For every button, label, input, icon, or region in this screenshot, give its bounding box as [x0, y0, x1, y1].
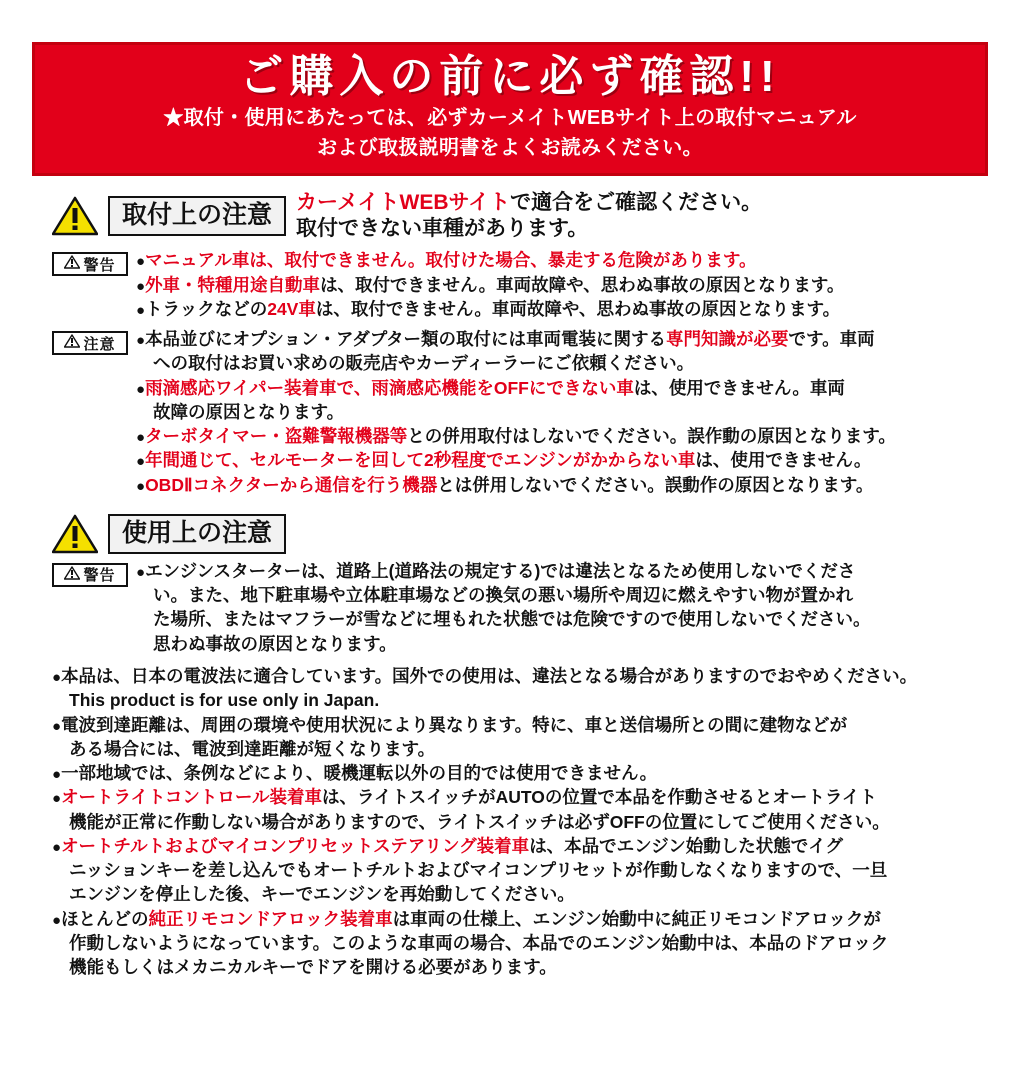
- list-item-continuation: い。また、地下駐車場や立体駐車場などの換気の悪い場所や周辺に燃えやすい物が置かれ: [153, 585, 853, 606]
- warning-list-usage: [128, 560, 1020, 657]
- list-item: [52, 908, 998, 931]
- bullet-icon: ●: [136, 563, 146, 581]
- list-item-text: オートチルトおよびマイコンプリセットステアリング装着車: [61, 835, 530, 856]
- list-item: [52, 786, 998, 809]
- list-item: [136, 474, 1006, 497]
- list-item-text: は、取付できません。車両故障や、思わぬ事故の原因となります。: [315, 298, 841, 319]
- list-item-continuation: エンジンを停止した後、キーでエンジンを再始動してください。: [69, 884, 575, 905]
- list-item-text: 雨滴感応ワイパー装着車で、雨滴感応機能をOFFにできない車: [145, 377, 634, 398]
- list-item-text: 年間通じて、セルモーターを回して2秒程度でエンジンがかからない車: [145, 450, 696, 471]
- list-item-text: は、本品でエンジン始動した状態でイグ: [529, 835, 843, 856]
- mini-warning-triangle-icon-2: [64, 566, 80, 584]
- list-item: [136, 377, 1006, 400]
- list-item-text: ほとんどの: [61, 908, 149, 929]
- usage-notes-list: [52, 665, 1020, 979]
- list-item: [52, 665, 998, 688]
- warning-label-text: 警告: [83, 256, 116, 274]
- bullet-icon: ●: [52, 838, 62, 856]
- list-item: [52, 714, 998, 737]
- bullet-icon: ●: [136, 453, 146, 471]
- warning-label-badge: [52, 252, 128, 276]
- mini-warning-triangle-icon: [64, 255, 80, 273]
- bullet-icon: ●: [136, 253, 146, 271]
- list-item-text: OBDⅡコネクターから通信を行う機器: [145, 474, 438, 495]
- caution-label-text: 注意: [83, 335, 116, 353]
- bullet-icon: ●: [52, 668, 62, 686]
- bullet-icon: ●: [136, 301, 146, 319]
- list-item-text: ターボタイマー・盗難警報機器等: [145, 426, 408, 447]
- list-item-text: 外車・特種用途自動車: [145, 274, 321, 295]
- warning-list-installation: [128, 249, 1020, 322]
- banner-title: ご購入の前に必ず確認!!: [239, 52, 781, 101]
- bullet-icon: ●: [52, 911, 62, 929]
- warning-triangle-icon: [52, 196, 98, 236]
- list-item: [136, 274, 1006, 297]
- list-item-text: は、使用できません。車両: [633, 377, 845, 398]
- caution-label-badge: [52, 331, 128, 355]
- list-item: [136, 560, 1006, 583]
- list-item-text: 本品は、日本の電波法に適合しています。国外での使用は、違法となる場合がありますのでおやめください。: [61, 665, 918, 686]
- note-line2: 取付できない車種があります。: [296, 217, 589, 241]
- bullet-icon: ●: [52, 790, 62, 808]
- list-item-continuation: ニッションキーを差し込んでもオートチルトおよびマイコンプリセットが作動しなくなりますので、一旦: [69, 860, 888, 881]
- list-item-text: との併用取付はしないでください。誤作動の原因となります。: [407, 426, 896, 447]
- bullet-icon: ●: [52, 766, 62, 784]
- warning-label-badge-2: [52, 563, 128, 587]
- warning-label-text-2: 警告: [83, 567, 116, 585]
- list-item-text: 電波到達距離は、周囲の環境や使用状況により異なります。特に、車と送信場所との間に建物などが: [61, 714, 848, 735]
- bullet-icon: ●: [136, 380, 146, 398]
- list-item-continuation: This product is for use only in Japan.: [69, 690, 380, 711]
- list-item-continuation: 故障の原因となります。: [153, 401, 345, 422]
- note-highlight: カーメイトWEBサイト: [296, 190, 511, 214]
- list-item-text: 純正リモコンドアロック装着車: [148, 908, 393, 929]
- bullet-icon: ●: [136, 277, 146, 295]
- caution-list-installation: [128, 328, 1020, 498]
- red-banner: [32, 42, 988, 176]
- list-item-text: 24V車: [267, 298, 316, 319]
- list-item-text: は車両の仕様上、エンジン始動中に純正リモコンドアロックが: [392, 908, 881, 929]
- list-item-text: は、ライトスイッチがAUTOの位置で本品を作動させるとオートライト: [322, 787, 877, 808]
- list-item: [136, 328, 1006, 351]
- section-installation-note: [296, 190, 762, 244]
- list-item-continuation: 機能もしくはメカニカルキーでドアを開ける必要があります。: [69, 957, 557, 978]
- section-usage-title: 使用上の注意: [108, 514, 286, 554]
- list-item-text: 専門知識が必要: [666, 329, 789, 350]
- list-item-text: トラックなどの: [145, 298, 268, 319]
- list-item-text: は、使用できません。: [695, 450, 872, 471]
- warning-group-installation: [52, 249, 1020, 322]
- list-item-continuation: 作動しないようになっています。このような車両の場合、本品でのエンジン始動中は、本品のドアロック: [69, 932, 889, 953]
- list-item-continuation: た場所、またはマフラーが雪などに埋もれた状態では危険ですので使用しないでください。: [153, 609, 871, 630]
- list-item-text: マニュアル車は、取付できません。取付けた場合、暴走する危険があります。: [145, 250, 757, 271]
- banner-subtitle-line2: および取扱説明書をよくお読みください。: [317, 136, 703, 159]
- section-usage-heading: [52, 514, 1020, 554]
- list-item-text: 一部地域では、条例などにより、暖機運転以外の目的では使用できません。: [61, 763, 658, 784]
- warning-group-usage: [52, 560, 1020, 657]
- bullet-icon: ●: [136, 477, 146, 495]
- notice-page: [0, 42, 1020, 1066]
- list-item-continuation: 思わぬ事故の原因となります。: [153, 633, 397, 654]
- list-item-continuation: 機能が正常に作動しない場合がありますので、ライトスイッチは必ずOFFの位置にしてご使用ください。: [69, 811, 890, 832]
- section-installation-title: 取付上の注意: [108, 196, 286, 236]
- mini-caution-triangle-icon: [64, 334, 80, 352]
- list-item: [136, 249, 1006, 272]
- list-item: [52, 835, 998, 858]
- bullet-icon: ●: [52, 717, 62, 735]
- warning-triangle-icon-2: [52, 514, 98, 554]
- list-item-text: は、取付できません。車両故障や、思わぬ事故の原因となります。: [320, 274, 845, 295]
- list-item: [136, 298, 1006, 321]
- list-item-text: オートライトコントロール装着車: [61, 787, 322, 808]
- section-installation-heading: [52, 190, 1020, 244]
- list-item: [52, 762, 998, 785]
- list-item-text: エンジンスターターは、道路上(道路法の規定する)では違法となるため使用しないでくださ: [145, 560, 856, 581]
- note-rest: で適合をご確認ください。: [510, 190, 763, 214]
- list-item-continuation: ある場合には、電波到達距離が短くなります。: [69, 738, 436, 759]
- list-item: [136, 449, 1006, 472]
- banner-subtitle-line1: ★取付・使用にあたっては、必ずカーメイトWEBサイト上の取付マニュアル: [163, 106, 857, 129]
- list-item-continuation: への取付はお買い求めの販売店やカーディーラーにご依頼ください。: [153, 353, 695, 374]
- bullet-icon: ●: [136, 332, 146, 350]
- list-item-text: とは併用しないでください。誤動作の原因となります。: [437, 474, 874, 495]
- caution-group-installation: [52, 328, 1020, 498]
- bullet-icon: ●: [136, 429, 146, 447]
- list-item-text: 本品並びにオプション・アダプター類の取付には車両電装に関する: [145, 329, 667, 350]
- list-item: [136, 425, 1006, 448]
- list-item-text: です。車両: [788, 329, 875, 350]
